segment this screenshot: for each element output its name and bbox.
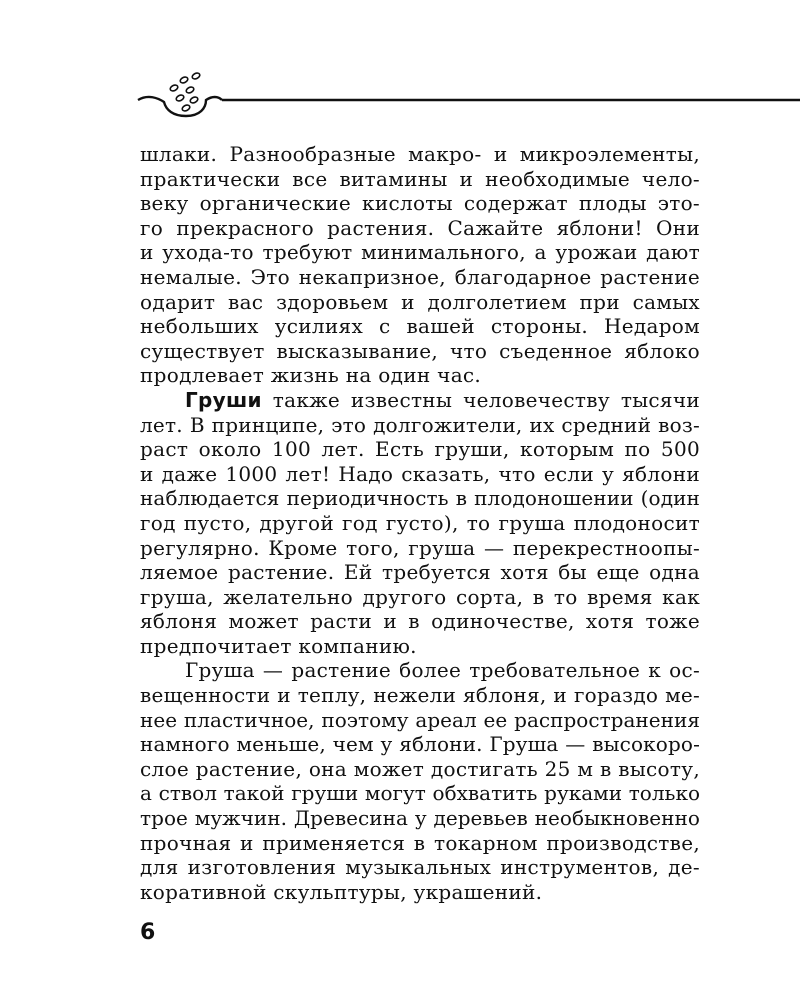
text-line: слое растение, она может достигать 25 м в высоту, bbox=[140, 756, 700, 781]
text-line: существует высказывание, что съеденное яблоко bbox=[140, 338, 700, 363]
paragraph-3 bbox=[140, 658, 700, 904]
text-line: веку органические кислоты содержат плоды это- bbox=[140, 191, 700, 216]
text-line: Груша — растение более требовательное к ос- bbox=[185, 658, 700, 683]
text-line: шлаки. Разнообразные макро- и микроэлементы, bbox=[140, 142, 700, 166]
text-line: ляемое растение. Ей требуется хотя бы еще одна bbox=[140, 560, 700, 585]
text-line: немалые. Это некапризное, благодарное растение bbox=[140, 264, 700, 289]
text-line: намного меньше, чем у яблони. Груша — высокоро- bbox=[140, 732, 700, 757]
term-pears: Груши bbox=[185, 387, 262, 412]
text-line: яблоня может расти и в одиночестве, хотя тоже bbox=[140, 609, 700, 634]
text-line: трое мужчин. Древесина у деревьев необыкновенно bbox=[140, 806, 700, 831]
text-line: предпочитает компанию. bbox=[140, 633, 417, 658]
text-line: коративной скульптуры, украшений. bbox=[140, 879, 543, 904]
text-line: нее пластичное, поэтому ареал ее распространения bbox=[140, 707, 700, 732]
text-line: небольших усилиях с вашей стороны. Недаром bbox=[140, 314, 700, 339]
text-line: продлевает жизнь на один час. bbox=[140, 363, 482, 388]
paragraph-2 bbox=[140, 388, 700, 659]
text-line: вещенности и теплу, нежели яблоня, и гораздо ме- bbox=[140, 683, 700, 708]
text-line: и ухода-то требуют минимального, а урожаи дают bbox=[140, 240, 700, 265]
text-line: наблюдается периодичность в плодоношении (один bbox=[140, 486, 700, 511]
text-line: регулярно. Кроме того, груша — перекрестноопы- bbox=[140, 535, 700, 560]
text-line: груша, желательно другого сорта, в то время как bbox=[140, 584, 700, 609]
text-line: го прекрасного растения. Сажайте яблони! Они bbox=[140, 215, 700, 240]
text-line: для изготовления музыкальных инструментов, де- bbox=[140, 855, 700, 880]
paragraph-1 bbox=[140, 142, 700, 388]
text-line: год пусто, другой год густо), то груша плодоносит bbox=[140, 510, 700, 535]
text-line: раст около 100 лет. Есть груши, которым по 500 bbox=[140, 437, 700, 462]
apple-seeds-ornament-icon bbox=[128, 64, 800, 134]
page-number: 6 bbox=[140, 920, 156, 945]
text-line: а ствол такой груши могут обхватить руками только bbox=[140, 781, 700, 806]
body-text bbox=[140, 142, 700, 904]
text-line: практически все витамины и необходимые чело- bbox=[140, 166, 700, 191]
text-line bbox=[140, 388, 700, 413]
text-line: лет. В принципе, это долгожители, их средний воз- bbox=[140, 412, 700, 437]
text-fragment: также известны человечеству тысячи bbox=[261, 387, 700, 412]
text-line: прочная и применяется в токарном производстве, bbox=[140, 830, 700, 855]
text-line: и даже 1000 лет! Надо сказать, что если у яблони bbox=[140, 461, 700, 486]
text-line: одарит вас здоровьем и долголетием при самых bbox=[140, 289, 700, 314]
